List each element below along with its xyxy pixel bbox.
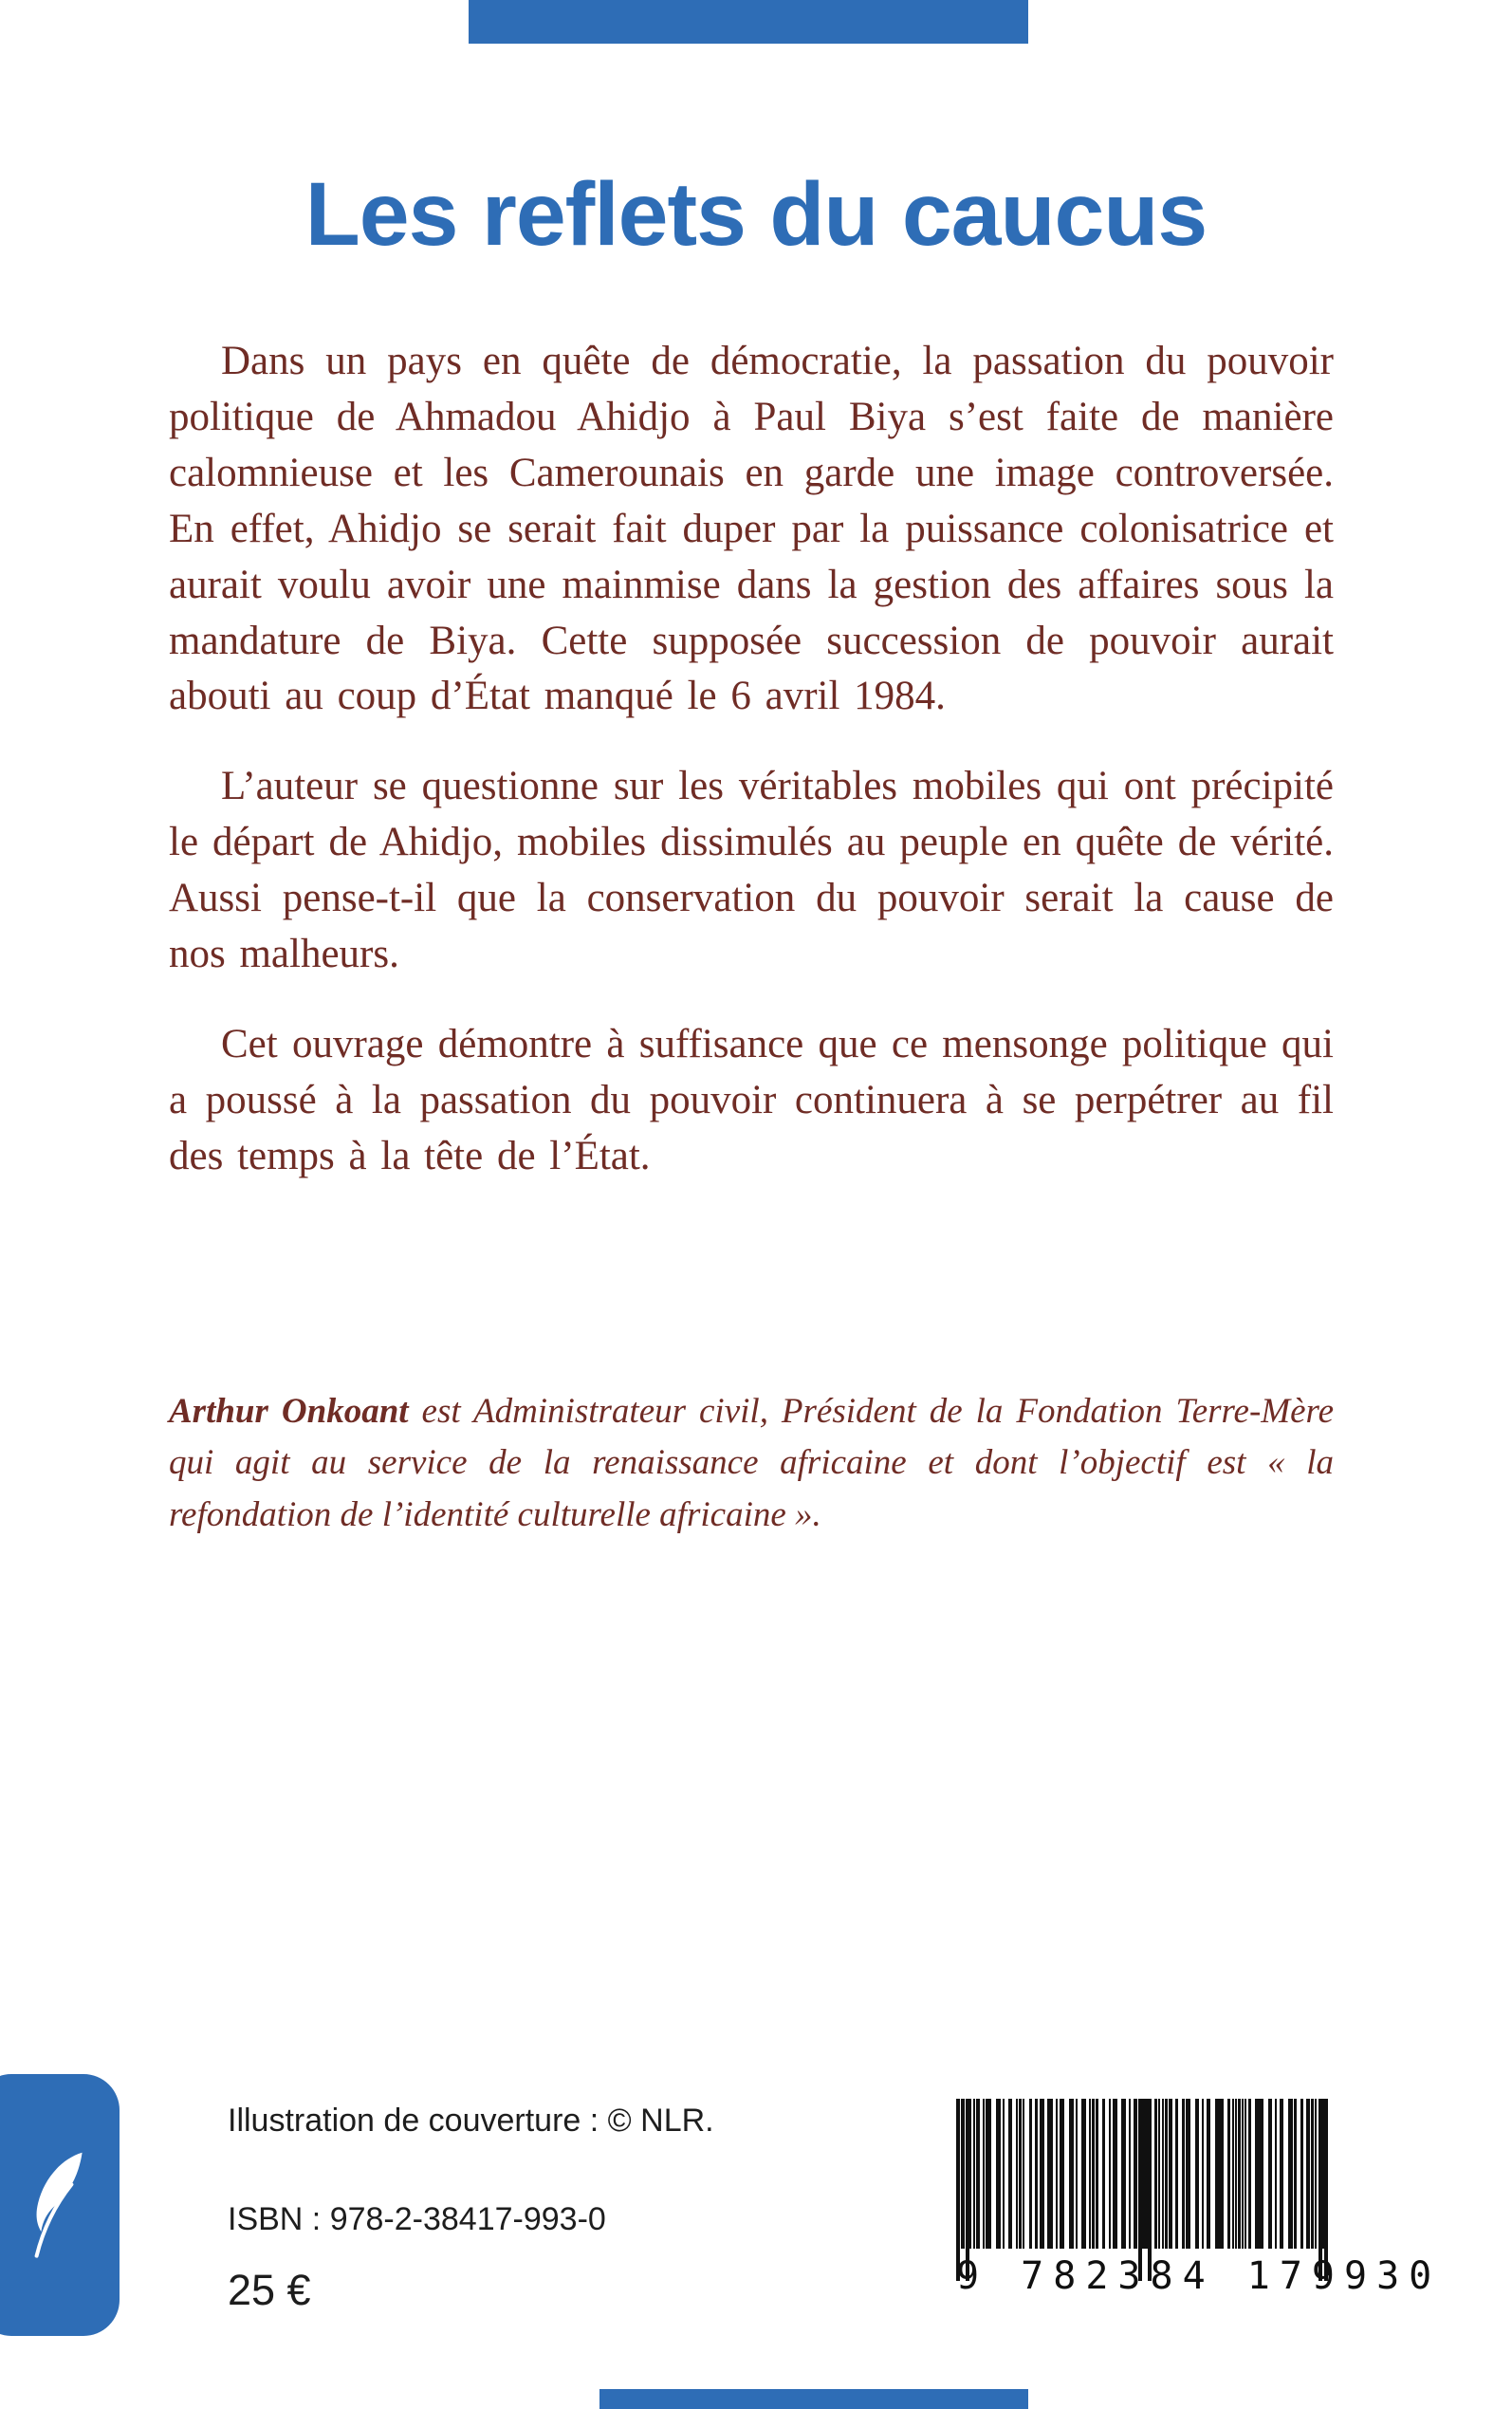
isbn-text: ISBN : 978-2-38417-993-0 <box>228 2201 606 2237</box>
quill-feather-icon <box>0 2147 96 2263</box>
price-text: 25 € <box>228 2266 311 2314</box>
back-cover-paragraph: Cet ouvrage démontre à suffisance que ce mensonge politique qui a poussé à la passation du pouvoir continuera à se perpétrer au fil des temps à la tête de l’État. <box>169 1021 1334 1178</box>
bottom-spine-bar <box>599 2389 1028 2409</box>
author-bio-text: est Administrateur civil, Président de la Fondation Terre-Mère qui agit au service de la renaissance africaine et dont l’objectif est « la refondation de l’identité culturelle africaine ». <box>169 1391 1334 1535</box>
barcode-number: 9 782384 179930 <box>956 2254 1442 2298</box>
back-cover-paragraph: L’auteur se questionne sur les véritables mobiles qui ont précipité le départ de Ahidjo, mobiles dissimulés au peuple en quête de vérité. Aussi pense-t-il que la conservation du pouvoir serait la cause de nos malheurs. <box>169 764 1334 977</box>
illustration-credit: Illustration de couverture : © NLR. <box>228 2103 714 2139</box>
author-bio <box>169 1386 1334 1542</box>
publisher-logo <box>0 2074 120 2336</box>
barcode-bars <box>956 2099 1328 2249</box>
back-cover-text <box>169 334 1334 1542</box>
ean-barcode <box>956 2099 1442 2302</box>
book-title: Les reflets du caucus <box>304 163 1208 265</box>
top-spine-bar <box>469 0 1028 44</box>
author-name: Arthur Onkoant <box>169 1391 409 1431</box>
back-cover-paragraph: Dans un pays en quête de démocratie, la passation du pouvoir politique de Ahmadou Ahidjo à Paul Biya s’est faite de manière calomnieuse et les Camerounais en garde une image controversée. En effet, Ahidjo se serait fait duper par la puissance colonisatrice et aurait voulu avoir une mainmise dans la gestion des affaires sous la mandature de Biya. Cette supposée succession de pouvoir aurait abouti au coup d’État manqué le 6 avril 1984. <box>169 339 1334 719</box>
